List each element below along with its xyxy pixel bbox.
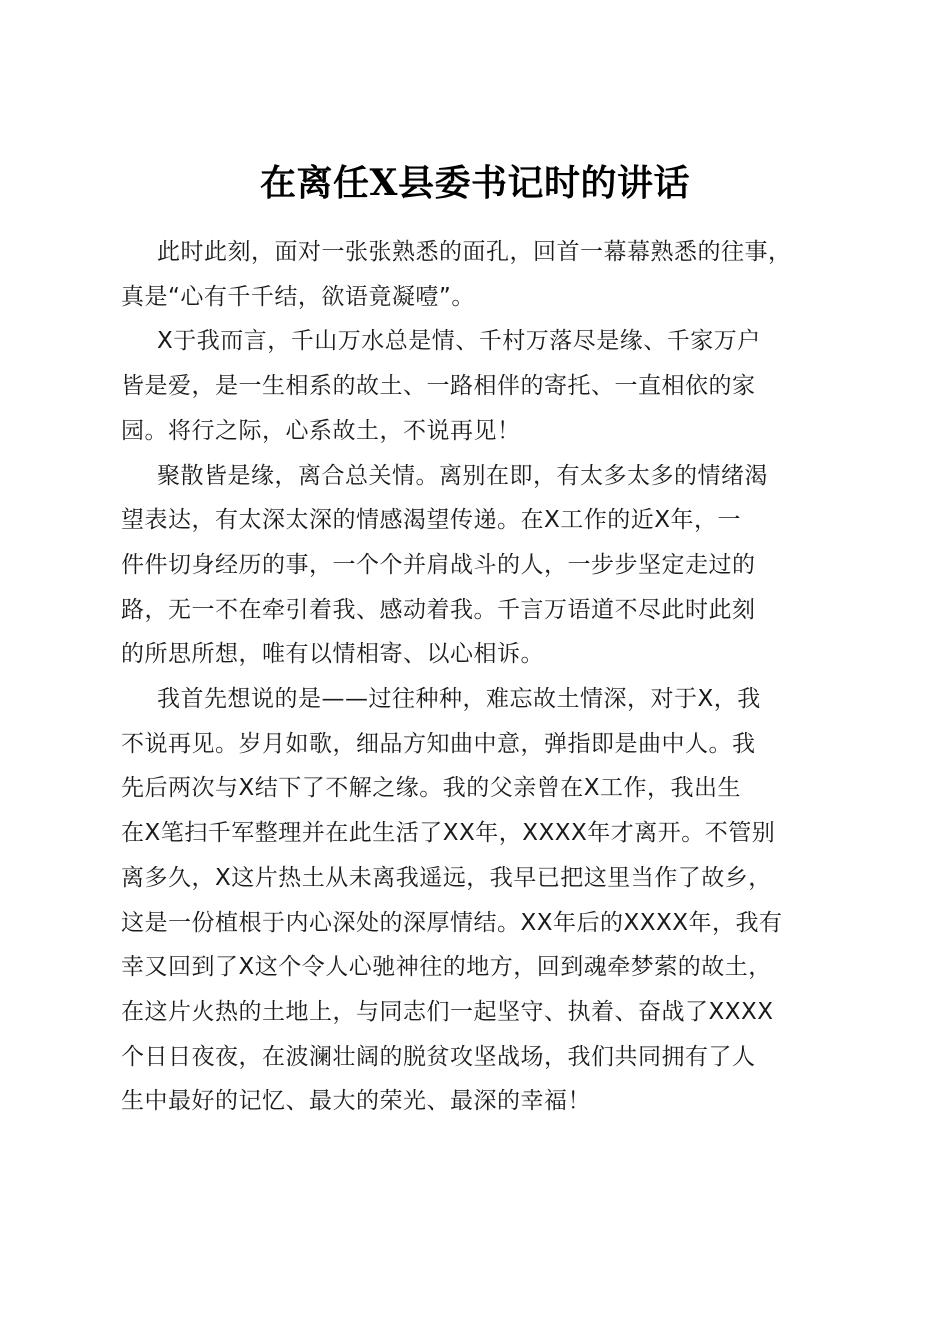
text-line: 这是一份植根于内心深处的深厚情结。XX年后的XXXX年，我有 [121, 909, 783, 936]
paragraph-3 [121, 454, 829, 678]
paragraph-2 [121, 319, 829, 453]
text-line: 路，无一不在牵引着我、感动着我。千言万语道不尽此时此刻 [121, 596, 756, 623]
text-line: 离多久，X这片热土从未离我遥远，我早已把这里当作了故乡， [121, 864, 772, 891]
text-line: 先后两次与X结下了不解之缘。我的父亲曾在X工作，我出生 [121, 775, 742, 802]
text-line: 皆是爱，是一生相系的故土、一路相伴的寄托、一直相依的家 [121, 373, 756, 400]
text-line: 幸又回到了X这个令人心驰神往的地方，回到魂牵梦萦的故土， [121, 954, 772, 981]
text-line: 的所思所想，唯有以情相寄、以心相诉。 [121, 641, 544, 668]
text-line: X于我而言，千山万水总是情、千村万落尽是缘、千家万户 [157, 328, 761, 355]
text-line: 聚散皆是缘，离合总关情。离别在即，有太多太多的情绪渴 [157, 462, 768, 489]
text-line: 件件切身经历的事，一个个并肩战斗的人，一步步坚定走过的 [121, 551, 756, 578]
text-line: 不说再见。岁月如歌，细品方知曲中意，弹指即是曲中人。我 [121, 730, 756, 757]
text-line: 我首先想说的是——过往种种，难忘故土情深，对于X，我 [157, 686, 761, 713]
document-title: 在离任X县委书记时的讲话 [260, 162, 690, 205]
paragraph-4 [121, 677, 829, 1124]
document-body [121, 230, 829, 1124]
text-line: 望表达，有太深太深的情感渴望传递。在X工作的近X年，一 [121, 507, 742, 534]
text-line: 在这片火热的土地上，与同志们一起坚守、执着、奋战了XXXX [121, 998, 774, 1025]
text-line: 此时此刻，面对一张张熟悉的面孔，回首一幕幕熟悉的往事， [157, 239, 792, 265]
text-line: 个日日夜夜，在波澜壮阔的脱贫攻坚战场，我们共同拥有了人 [121, 1043, 756, 1070]
text-line: 在X笔扫千军整理并在此生活了XX年，XXXX年才离开。不管别 [121, 820, 776, 847]
text-line: 生中最好的记忆、最大的荣光、最深的幸福！ [121, 1088, 591, 1115]
text-line: 真是“心有千千结，欲语竟凝噎”。 [121, 283, 475, 310]
text-line: 园。将行之际，心系故土，不说再见！ [121, 417, 521, 444]
paragraph-1 [121, 230, 829, 319]
